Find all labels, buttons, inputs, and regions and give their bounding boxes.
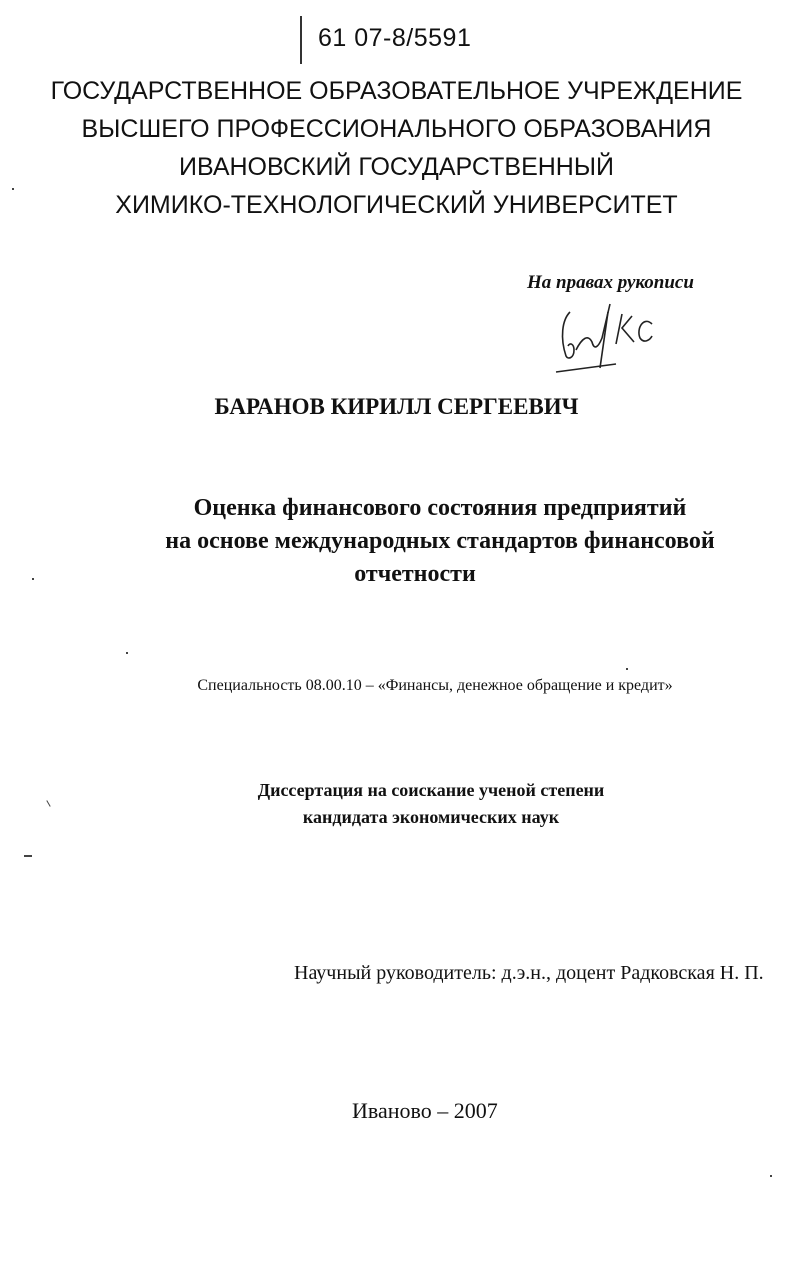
institution-line-1: ГОСУДАРСТВЕННОЕ ОБРАЗОВАТЕЛЬНОЕ УЧРЕЖДЕНИЕ [50,77,743,105]
title-line-3: отчетности [354,561,476,587]
manuscript-note: На правах рукописи [527,272,694,293]
registration-number: 61 07-8/5591 [318,24,472,52]
supervisor: Научный руководитель: д.э.н., доцент Радковская Н. П. [294,962,764,984]
scan-speck [24,855,32,857]
scan-speck [32,578,34,580]
scan-speck [626,668,628,670]
margin-mark [300,16,302,64]
specialty: Специальность 08.00.10 – «Финансы, денежное обращение и кредит» [197,677,673,694]
institution-line-4: ХИМИКО-ТЕХНОЛОГИЧЕСКИЙ УНИВЕРСИТЕТ [115,191,678,219]
title-line-2: на основе международных стандартов финансовой [165,528,715,554]
author-name: БАРАНОВ КИРИЛЛ СЕРГЕЕВИЧ [214,394,579,419]
degree-line-1: Диссертация на соискание ученой степени [257,780,605,800]
scan-speck [770,1175,772,1177]
degree-line-2: кандидата экономических наук [302,807,560,827]
scan-speck [12,188,14,190]
institution-line-2: ВЫСШЕГО ПРОФЕССИОНАЛЬНОГО ОБРАЗОВАНИЯ [81,115,712,143]
city-year: Иваново – 2007 [352,1098,498,1123]
institution-line-3: ИВАНОВСКИЙ ГОСУДАРСТВЕННЫЙ [179,153,614,181]
signature-icon [548,294,668,374]
title-line-1: Оценка финансового состояния предприятий [193,495,687,521]
scan-speck [126,652,128,654]
